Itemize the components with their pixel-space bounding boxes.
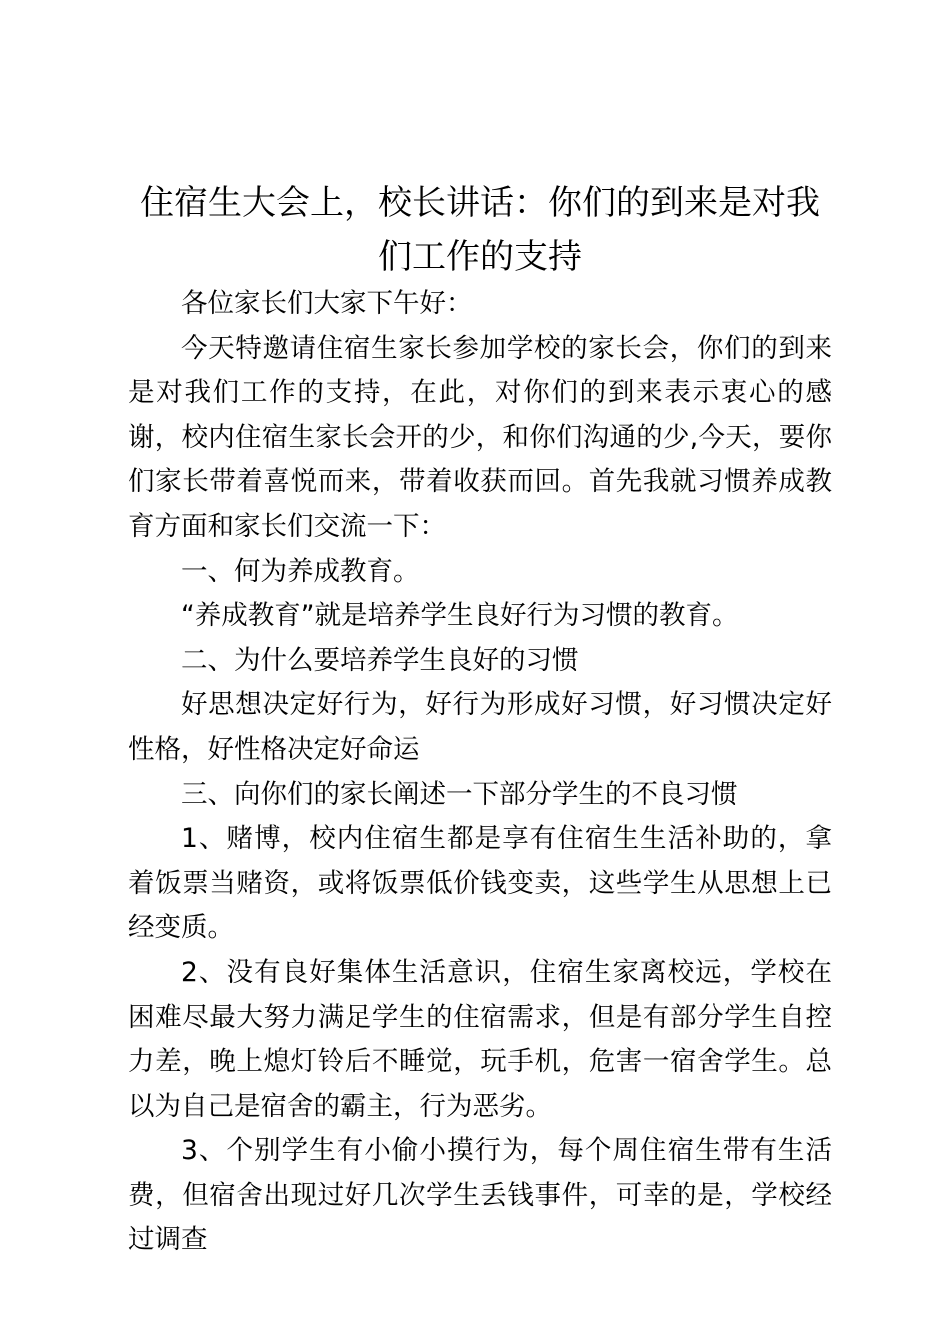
paragraph-definition: “养成教育”就是培养学生良好行为习惯的教育。 xyxy=(181,600,739,632)
document-page xyxy=(128,176,832,1263)
paragraph-greeting: 各位家长们大家下午好： xyxy=(181,288,473,319)
paragraph-intro: 今天特邀请住宿生家长参加学校的家长会，你们的到来是对我们工作的支持，在此，对你们的到来表示衷心的感谢，校内住宿生家长会开的少，和你们沟通的少,今天，要你们家长带着喜悦而来，带着收获而回。首先我就习惯养成教育方面和家长们交流一下： xyxy=(128,332,832,542)
paragraph-heading-2: 二、为什么要培养学生良好的习惯 xyxy=(181,644,579,676)
paragraph-item-2: 2、没有良好集体生活意识，住宿生家离校远，学校在困难尽最大努力满足学生的住宿需求，但是有部分学生自控力差，晚上熄灯铃后不睡觉，玩手机，危害一宿舍学生。总以为自己是宿舍的霸主，行为恶劣。 xyxy=(128,956,832,1122)
paragraph-heading-3: 三、向你们的家长阐述一下部分学生的不良习惯 xyxy=(181,778,738,810)
paragraph-reason: 好思想决定好行为，好行为形成好习惯，好习惯决定好性格，好性格决定好命运 xyxy=(128,689,832,765)
paragraph-item-1: 1、赌博，校内住宿生都是享有住宿生生活补助的，拿着饭票当赌资，或将饭票低价钱变卖，这些学生从思想上已经变质。 xyxy=(128,823,832,944)
document-title: 住宿生大会上，校长讲话：你们的到来是对我们工作的支持 xyxy=(140,183,820,277)
paragraph-item-3: 3、个别学生有小偷小摸行为，每个周住宿生带有生活费，但宿舍出现过好几次学生丢钱事件，可幸的是，学校经过调查 xyxy=(128,1135,832,1256)
paragraph-heading-1: 一、何为养成教育。 xyxy=(181,555,420,587)
